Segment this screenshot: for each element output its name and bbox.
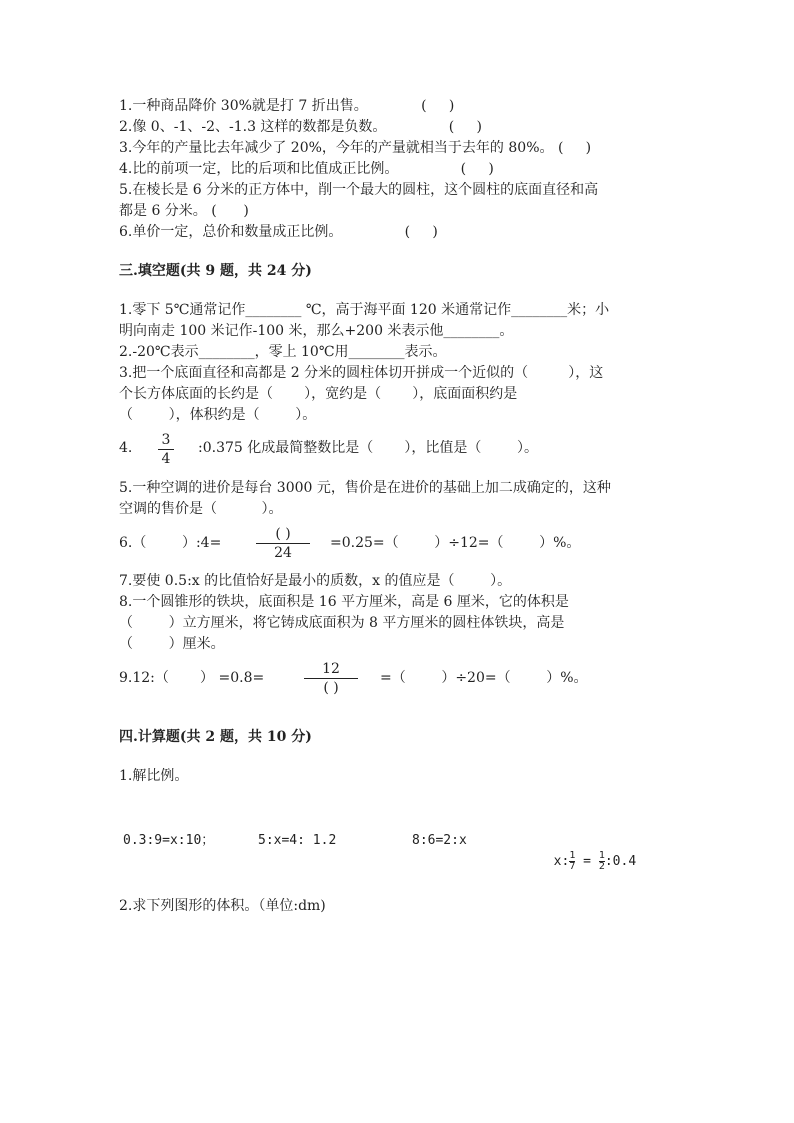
judge-item-1: 1.一种商品降价 30%就是打 7 折出售。 ( ) xyxy=(119,98,455,114)
fraction-numerator: 1 xyxy=(598,850,605,861)
fill-q9-text: =（ ）÷20=（ ）%。 xyxy=(380,670,588,686)
judge-item-2: 2.像 0、-1、-2、-1.3 这样的数都是负数。 ( ) xyxy=(119,119,482,135)
fill-q8-line3: （ ）厘米。 xyxy=(119,636,225,652)
fill-q3-line3: （ ），体积约是（ ）。 xyxy=(119,407,317,423)
fraction-bar xyxy=(304,678,358,679)
fill-q2: 2.-20℃表示________，零上 10℃用________表示。 xyxy=(119,344,447,360)
fill-q5-line2: 空调的售价是（ ）。 xyxy=(119,501,283,517)
fraction-denominator: 24 xyxy=(274,545,292,561)
calc-q1: 1.解比例。 xyxy=(119,768,189,784)
judge-item-5-line2: 都是 6 分米。 ( ) xyxy=(119,203,249,219)
fill-q1-line1: 1.零下 5℃通常记作________ ℃，高于海平面 120 米通常记作________米；小 xyxy=(119,302,610,318)
proportion-1: 0.3:9=x:10； xyxy=(123,833,215,848)
fill-q1-line2: 明向南走 100 米记作-100 米，那么+200 米表示他________。 xyxy=(119,323,514,339)
fill-q6-prefix: 6.（ ）:4= xyxy=(119,535,222,551)
proportion-4 xyxy=(538,831,636,872)
fill-q6-text: =0.25=（ ）÷12=（ ）%。 xyxy=(330,535,581,551)
judge-item-3: 3.今年的产量比去年减少了 20%，今年的产量就相当于去年的 80%。 ( ) xyxy=(119,140,592,156)
fraction-numerator: 12 xyxy=(322,661,340,677)
fraction-bar xyxy=(256,543,310,544)
fill-q4-number: 4. xyxy=(119,440,133,456)
fraction-denominator: ( ) xyxy=(323,680,339,696)
fill-q5-line1: 5.一种空调的进价是每台 3000 元，售价是在进价的基础上加二成确定的，这种 xyxy=(119,480,611,496)
fill-q6-fraction xyxy=(256,526,310,561)
fill-q9-prefix: 9.12:（ ） =0.8= xyxy=(119,670,265,686)
section-title-fill-blank: 三.填空题(共 9 题，共 24 分) xyxy=(119,263,312,279)
fill-q4-text: :0.375 化成最简整数比是（ ），比值是（ ）。 xyxy=(198,440,538,456)
fill-q9-fraction xyxy=(304,661,358,696)
fraction-denominator: 4 xyxy=(161,451,171,467)
calc-q2: 2.求下列图形的体积。（单位:dm) xyxy=(119,898,326,914)
judge-item-4: 4.比的前项一定，比的后项和比值成正比例。 ( ) xyxy=(119,161,494,177)
proportion-4-x: x: xyxy=(553,854,570,869)
fraction-numerator: 3 xyxy=(161,432,171,448)
proportion-4-tail: :0.4 xyxy=(604,854,637,869)
proportion-4-equals: = xyxy=(575,854,599,869)
fill-q7: 7.要使 0.5:x 的比值恰好是最小的质数，x 的值应是（ ）。 xyxy=(119,573,512,589)
fraction-numerator: ( ) xyxy=(275,526,291,542)
fraction-denominator: 2 xyxy=(598,861,605,872)
fill-q3-line2: 个长方体底面的长约是（ ），宽约是（ ），底面面积约是 xyxy=(119,386,518,402)
fill-q8-line1: 8.一个圆锥形的铁块，底面积是 16 平方厘米，高是 6 厘米，它的体积是 xyxy=(119,594,569,610)
judge-item-5-line1: 5.在棱长是 6 分米的正方体中，削一个最大的圆柱，这个圆柱的底面直径和高 xyxy=(119,182,599,198)
fill-q4-fraction xyxy=(158,432,174,467)
section-title-calculation: 四.计算题(共 2 题，共 10 分) xyxy=(119,729,312,745)
fraction-numerator: 1 xyxy=(569,850,576,861)
proportion-2: 5:x=4: 1.2 xyxy=(258,833,337,848)
fraction-bar xyxy=(158,449,174,450)
fraction-denominator: 7 xyxy=(569,861,576,872)
proportion-3: 8:6=2:x xyxy=(412,833,467,848)
judge-item-6: 6.单价一定，总价和数量成正比例。 ( ) xyxy=(119,224,438,240)
fill-q8-line2: （ ）立方厘米，将它铸成底面积为 8 平方厘米的圆柱体铁块，高是 xyxy=(119,615,565,631)
fill-q3-line1: 3.把一个底面直径和高都是 2 分米的圆柱体切开拼成一个近似的（ ），这 xyxy=(119,365,604,381)
